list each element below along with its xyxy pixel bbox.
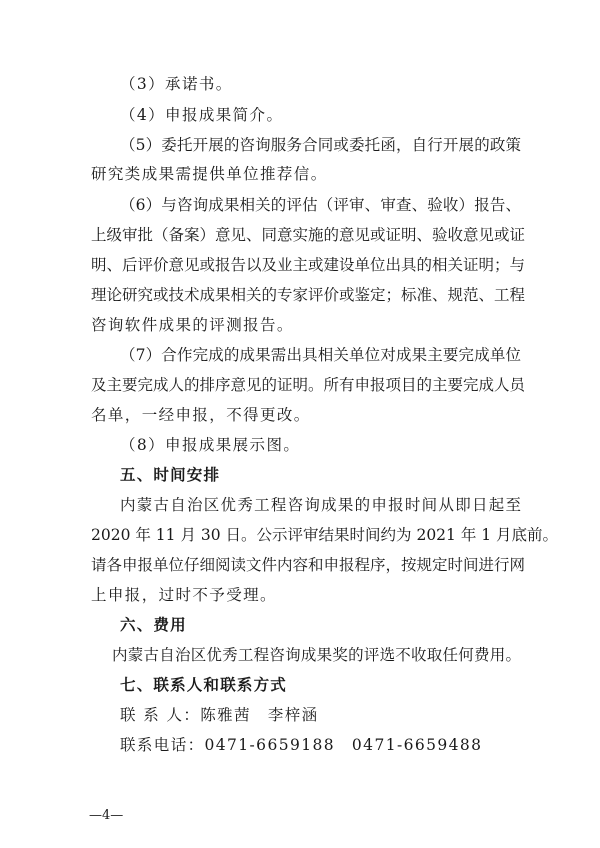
section-5-line-3: 请各申报单位仔细阅读文件内容和申报程序，按规定时间进行网	[91, 556, 526, 574]
item-7-line-1: （7）合作完成的成果需出具相关单位对成果主要完成单位	[120, 346, 521, 364]
item-6-line-5: 咨询软件成果的评测报告。	[91, 316, 294, 334]
item-8: （8）申报成果展示图。	[120, 436, 301, 454]
item-4: （4）申报成果简介。	[120, 106, 284, 124]
item-6-line-2: 上级审批（备案）意见、同意实施的意见或证明、验收意见或证	[91, 226, 526, 244]
item-7-line-3: 名单，一经申报，不得更改。	[91, 406, 311, 424]
contact-person: 联 系 人：陈雅茜 李梓涵	[120, 706, 319, 724]
item-6-line-4: 理论研究或技术成果相关的专家评价或鉴定；标准、规范、工程	[91, 286, 526, 304]
contact-phone: 联系电话：0471-6659188 0471-6659488	[120, 736, 483, 754]
section-5-heading: 五、时间安排	[120, 466, 221, 484]
item-7-line-2: 及主要完成人的排序意见的证明。所有申报项目的主要完成人员	[91, 376, 526, 394]
section-5-line-4: 上申报，过时不予受理。	[91, 586, 277, 604]
section-6-line-1: 内蒙古自治区优秀工程咨询成果奖的评选不收取任何费用。	[112, 646, 521, 664]
item-5-line-1: （5）委托开展的咨询服务合同或委托函，自行开展的政策	[120, 136, 521, 154]
item-6-line-3: 明、后评价意见或报告以及业主或建设单位出具的相关证明；与	[91, 256, 526, 274]
section-7-heading: 七、联系人和联系方式	[120, 676, 288, 694]
item-6-line-1: （6）与咨询成果相关的评估（评审、审查、验收）报告、	[120, 196, 521, 214]
section-6-heading: 六、费用	[120, 616, 187, 634]
item-5-line-2: 研究类成果需提供单位推荐信。	[91, 165, 328, 183]
section-5-line-1: 内蒙古自治区优秀工程咨询成果的申报时间从即日起至	[120, 496, 521, 514]
item-3: （3）承诺书。	[120, 75, 233, 93]
page-number: —4—	[89, 808, 124, 823]
section-5-line-2: 2020 年 11 月 30 日。公示评审结果时间约为 2021 年 1 月底前。	[91, 526, 559, 544]
